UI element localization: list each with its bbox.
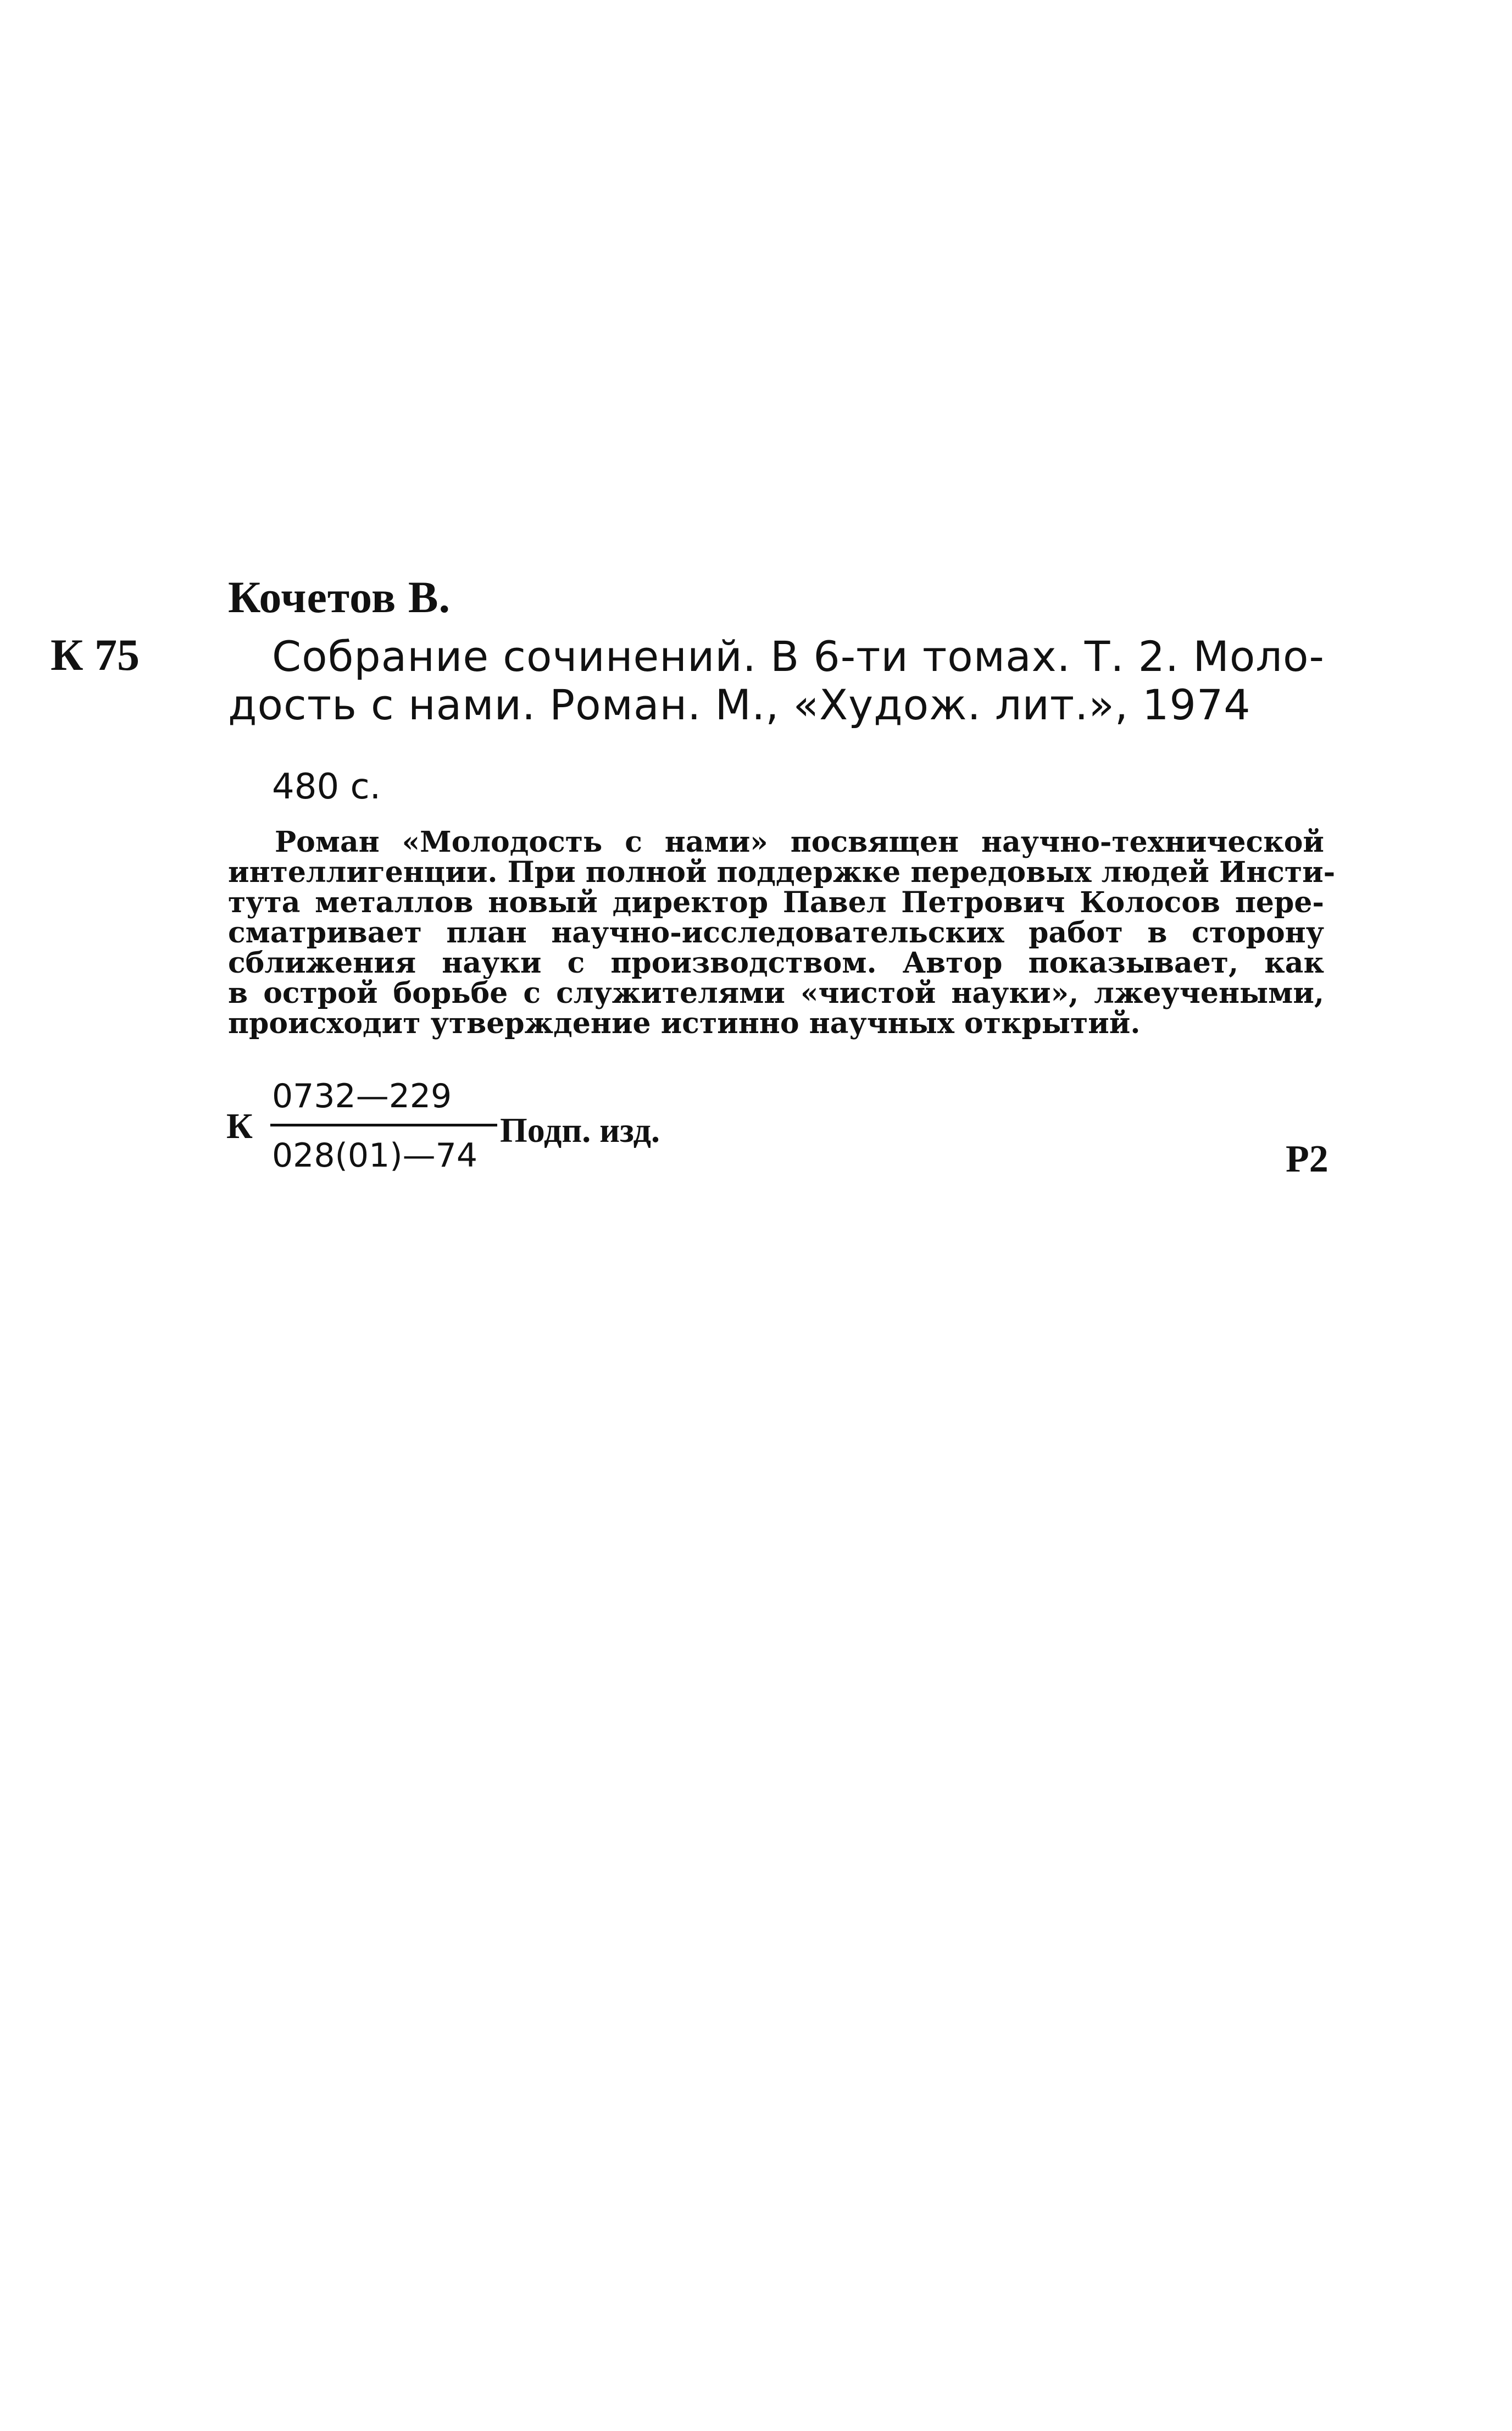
title-line-2: дость с нами. Роман. М., «Худож. лит.», 1974: [228, 680, 1251, 729]
classification-code: Р2: [1286, 1138, 1328, 1180]
annotation: [228, 825, 1336, 1040]
annotation-line: в острой борьбе с служителями «чистой науки», лжеучеными,: [228, 976, 1324, 1010]
annotation-line: интеллигенции. При полной поддержке передовых людей Инсти-: [228, 856, 1336, 889]
annotation-line: сматривает план научно-исследовательских работ в сторону: [228, 916, 1324, 950]
title-line-1: Собрание сочинений. В 6-ти томах. Т. 2. Моло-: [272, 632, 1325, 681]
fraction-divider: [270, 1124, 497, 1126]
annotation-line: тута металлов новый директор Павел Петрович Колосов пере-: [228, 886, 1324, 919]
annotation-line: Роман «Молодость с нами» посвящен научно-технической: [275, 825, 1324, 859]
index-numerator: 0732—229: [272, 1077, 452, 1115]
annotation-line: сближения науки с производством. Автор показывает, как: [228, 946, 1324, 980]
page-count: 480 с.: [272, 767, 381, 807]
shelf-code: К 75: [51, 630, 140, 680]
author-name: Кочетов В.: [228, 572, 451, 622]
index-letter: К: [226, 1106, 253, 1146]
signed-edition-label: Подп. изд.: [500, 1111, 660, 1150]
annotation-line: происходит утверждение истинно научных открытий.: [228, 1007, 1141, 1040]
index-denominator: 028(01)—74: [272, 1136, 478, 1175]
